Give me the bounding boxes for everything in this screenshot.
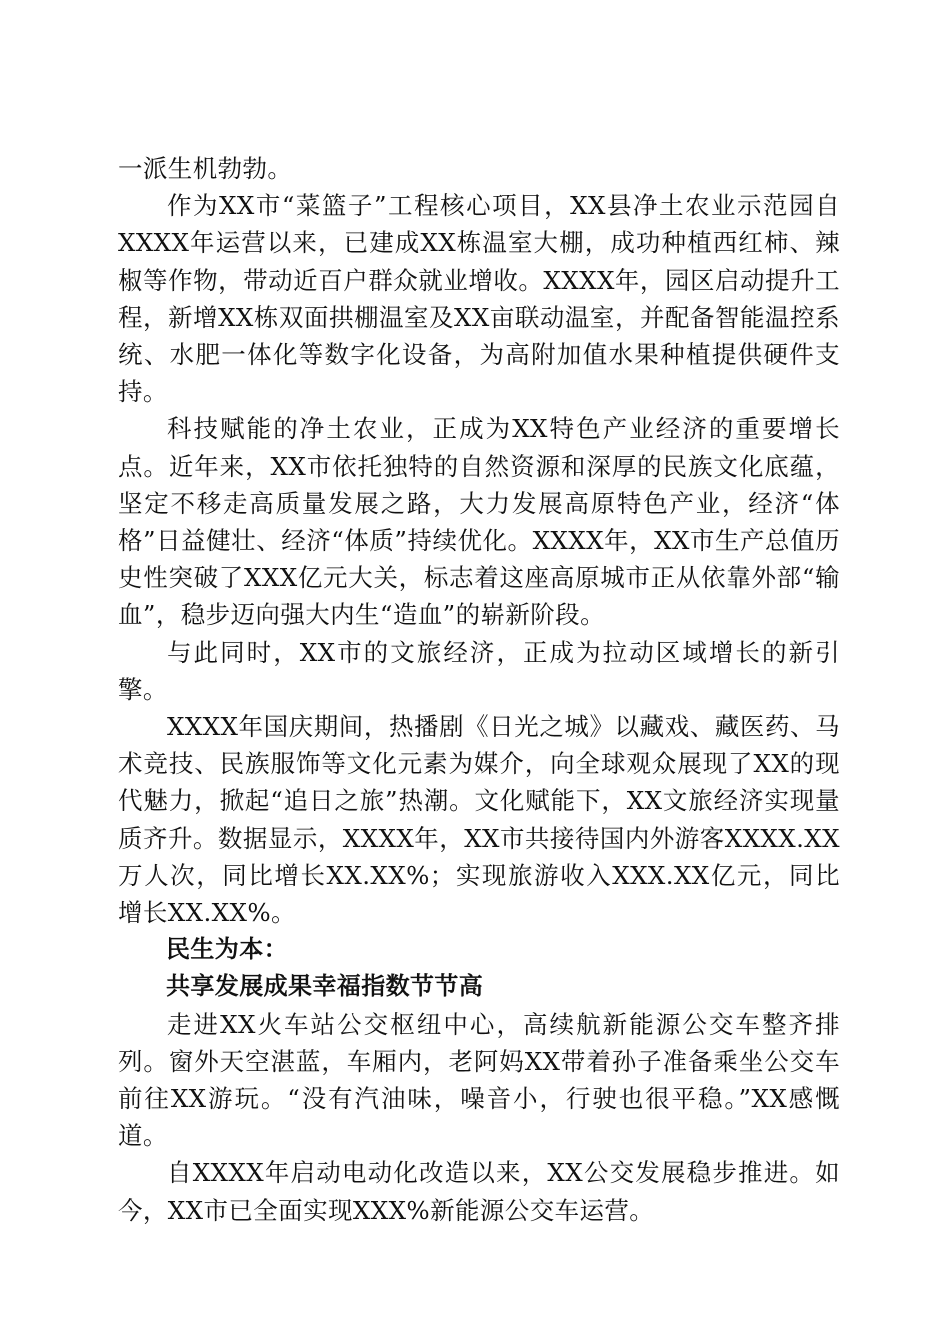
document-page <box>118 150 840 1229</box>
paragraph-bus-hub: 走进XX火车站公交枢纽中心，高续航新能源公交车整齐排列。窗外天空湛蓝，车厢内，老阿妈XX带着孙子准备乘坐公交车前往XX游玩。“没有汽油味，噪音小，行驶也很平稳。”XX感慨道。 <box>118 1009 840 1151</box>
section-title: 共享发展成果幸福指数节节高 <box>166 972 484 1001</box>
paragraph-national-day: XXXX年国庆期间，热播剧《日光之城》以藏戏、藏医药、马术竞技、民族服饰等文化元素为媒介，向全球观众展现了XX的现代魅力，掀起“追日之旅”热潮。文化赋能下，XX文旅经济实现量质齐升。数据显示，XXXX年，XX市共接待国内外游客XXXX.XX万人次，同比增长XX.XX%；实现旅游收入XXX.XX亿元，同比增长XX.XX%。 <box>118 712 840 928</box>
paragraph-cultural-tourism: 与此同时，XX市的文旅经济，正成为拉动区域增长的新引擎。 <box>118 637 840 704</box>
paragraph-vegetable-basket-project: 作为XX市“菜篮子”工程核心项目，XX县净土农业示范园自XXXX年运营以来，已建成XX栋温室大棚，成功种植西红柿、辣椒等作物，带动近百户群众就业增收。XXXX年，园区启动提升工程，新增XX栋双面拱棚温室及XX亩联动温室，并配备智能温控系统、水肥一体化等数字化设备，为高附加值水果种植提供硬件支持。 <box>118 191 840 407</box>
paragraph-tech-agriculture: 科技赋能的净土农业，正成为XX特色产业经济的重要增长点。近年来，XX市依托独特的自然资源和深厚的民族文化底蕴，坚定不移走高质量发展之路，大力发展高原特色产业，经济“体格”日益健壮、经济“体质”持续优化。XXXX年，XX市生产总值历史性突破了XXX亿元大关，标志着这座高原城市正从依靠外部“输血”，稳步迈向强大内生“造血”的崭新阶段。 <box>118 414 840 630</box>
section-label: 民生为本： <box>166 935 288 964</box>
paragraph-continuation: 一派生机勃勃。 <box>118 154 293 183</box>
paragraph-electrification: 自XXXX年启动电动化改造以来，XX公交发展稳步推进。如今，XX市已全面实现XXX%新能源公交车运营。 <box>118 1158 840 1225</box>
